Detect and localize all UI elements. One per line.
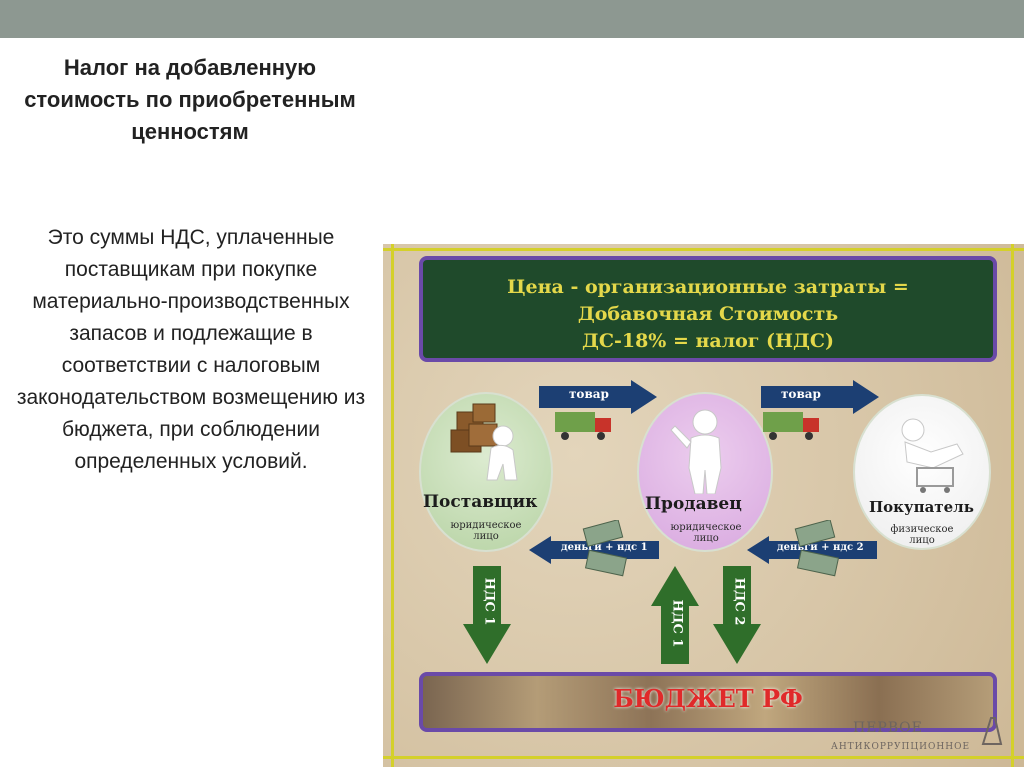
- watermark-logo-icon: [981, 716, 1003, 746]
- formula-line-3: ДС-18% = налог (НДС): [581, 330, 835, 352]
- goods-arrow-2-icon: [761, 380, 881, 414]
- supplier-figure-icon: [443, 402, 533, 490]
- frame-line-left: [391, 244, 394, 767]
- buyer-figure-icon: [877, 414, 973, 494]
- frame-line-top: [383, 248, 1024, 251]
- truck-icon: [555, 410, 615, 442]
- formula-box: [419, 256, 997, 362]
- truck-icon: [763, 410, 823, 442]
- buyer-name: Покупатель: [869, 498, 974, 516]
- supplier-name: Поставщик: [423, 492, 538, 512]
- formula-line-2: Добавочная Стоимость: [577, 303, 839, 325]
- banknotes-icon: [581, 520, 629, 580]
- seller-name: Продавец: [645, 494, 742, 514]
- vat-diagram: [383, 244, 1024, 767]
- seller-sub: юридическое лицо: [670, 522, 742, 544]
- frame-line-bottom: [383, 756, 1024, 759]
- frame-line-right: [1011, 244, 1014, 767]
- buyer-sub: физическое лицо: [890, 524, 954, 546]
- money-label-2: деньги + ндс 2: [777, 542, 864, 553]
- vat-1-up-label: НДС 1: [669, 599, 685, 648]
- goods-label-1: товар: [569, 387, 609, 401]
- watermark-line-1: ПЕРВОЕ: [853, 720, 923, 736]
- money-label-1: деньги + ндс 1: [561, 542, 648, 553]
- formula-line-1: Цена - организационные затраты =: [507, 276, 909, 298]
- vat-2-down-label: НДС 2: [731, 577, 747, 626]
- vat-1-down-label: НДС 1: [481, 577, 497, 626]
- goods-label-2: товар: [781, 387, 821, 401]
- slide-body-text: Это суммы НДС, уплаченные поставщикам при покупке материально-производственных запасов и подлежащие в соответствии с налоговым законодательством возмещению из бюджета, при соблюдении определенных условий.: [16, 226, 366, 473]
- supplier-sub: юридическое лицо: [450, 520, 522, 542]
- slide-title: Налог на добавленную стоимость по приобретенным ценностям: [24, 55, 356, 144]
- top-bar: [0, 0, 1024, 38]
- watermark-line-2: АНТИКОРРУПЦИОННОЕ: [831, 742, 971, 752]
- seller-figure-icon: [667, 408, 743, 494]
- banknotes-icon: [793, 520, 841, 580]
- budget-label: БЮДЖЕТ РФ: [613, 684, 803, 713]
